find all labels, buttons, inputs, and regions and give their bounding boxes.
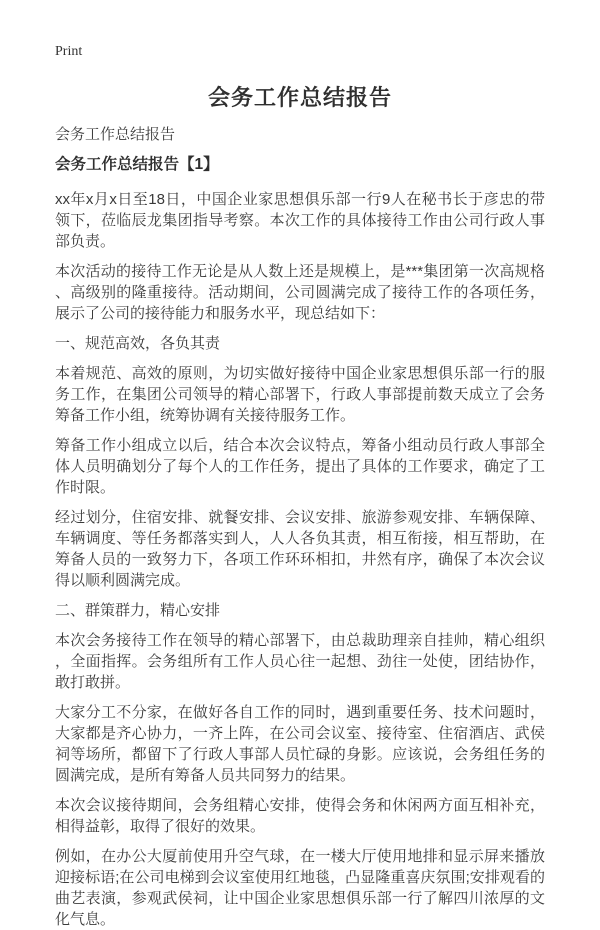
print-button[interactable]: Print bbox=[55, 44, 83, 59]
report-heading: 会务工作总结报告【1】 bbox=[55, 156, 219, 173]
section-1-paragraph: 筹备工作小组成立以后，结合本次会议特点，筹备小组动员行政人事部全体人员明确划分了每个人的工作任务，提出了具体的工作要求，确定了工作时限。 bbox=[55, 437, 545, 496]
section-2-paragraph: 本次会务接待工作在领导的精心部署下，由总裁助理亲自挂帅，精心组织，全面指挥。会务组所有工作人员心往一起想、劲往一处使，团结协作，敢打敢拼。 bbox=[55, 632, 545, 691]
section-2-paragraph: 本次会议接待期间，会务组精心安排，使得会务和休闲两方面互相补充，相得益彰，取得了很好的效果。 bbox=[55, 797, 545, 835]
section-2-paragraph: 大家分工不分家，在做好各自工作的同时，遇到重要任务、技术问题时，大家都是齐心协力，一齐上阵，在公司会议室、接待室、住宿酒店、武侯祠等场所，都留下了行政人事部人员忙碌的身影。应该说，会务组任务的圆满完成，是所有筹备人员共同努力的结果。 bbox=[55, 704, 545, 784]
intro-paragraph: 本次活动的接待工作无论是从人数上还是规模上，是***集团第一次高规格、高级别的隆重接待。活动期间，公司圆满完成了接待工作的各项任务，展示了公司的接待能力和服务水平，现总结如下： bbox=[55, 263, 545, 322]
section-2-heading: 二、群策群力，精心安排 bbox=[55, 602, 221, 619]
section-1-heading: 一、规范高效，各负其责 bbox=[55, 335, 221, 352]
document-title: 会务工作总结报告 bbox=[207, 85, 392, 110]
document-subtitle: 会务工作总结报告 bbox=[55, 126, 176, 143]
section-1-paragraph: 本着规范、高效的原则，为切实做好接待中国企业家思想俱乐部一行的服务工作，在集团公司领导的精心部署下，行政人事部提前数天成立了会务筹备工作小组，统筹协调有关接待服务工作。 bbox=[55, 365, 545, 424]
section-2-paragraph: 例如，在办公大厦前使用升空气球，在一楼大厅使用地排和显示屏来播放迎接标语;在公司电梯到会议室使用红地毯，凸显隆重喜庆氛围;安排观看的曲艺表演，参观武侯祠，让中国企业家思想俱乐部一行了解四川浓厚的文化气息。 bbox=[55, 848, 545, 928]
section-1-paragraph: 经过划分，住宿安排、就餐安排、会议安排、旅游参观安排、车辆保障、车辆调度、等任务都落实到人，人人各负其责，相互衔接，相互帮助，在筹备人员的一致努力下，各项工作环环相扣，井然有序，确保了本次会议得以顺利圆满完成。 bbox=[55, 509, 545, 589]
intro-paragraph: xx年x月x日至18日，中国企业家思想俱乐部一行9人在秘书长于彦忠的带领下，莅临辰龙集团指导考察。本次工作的具体接待工作由公司行政人事部负责。 bbox=[55, 191, 545, 250]
